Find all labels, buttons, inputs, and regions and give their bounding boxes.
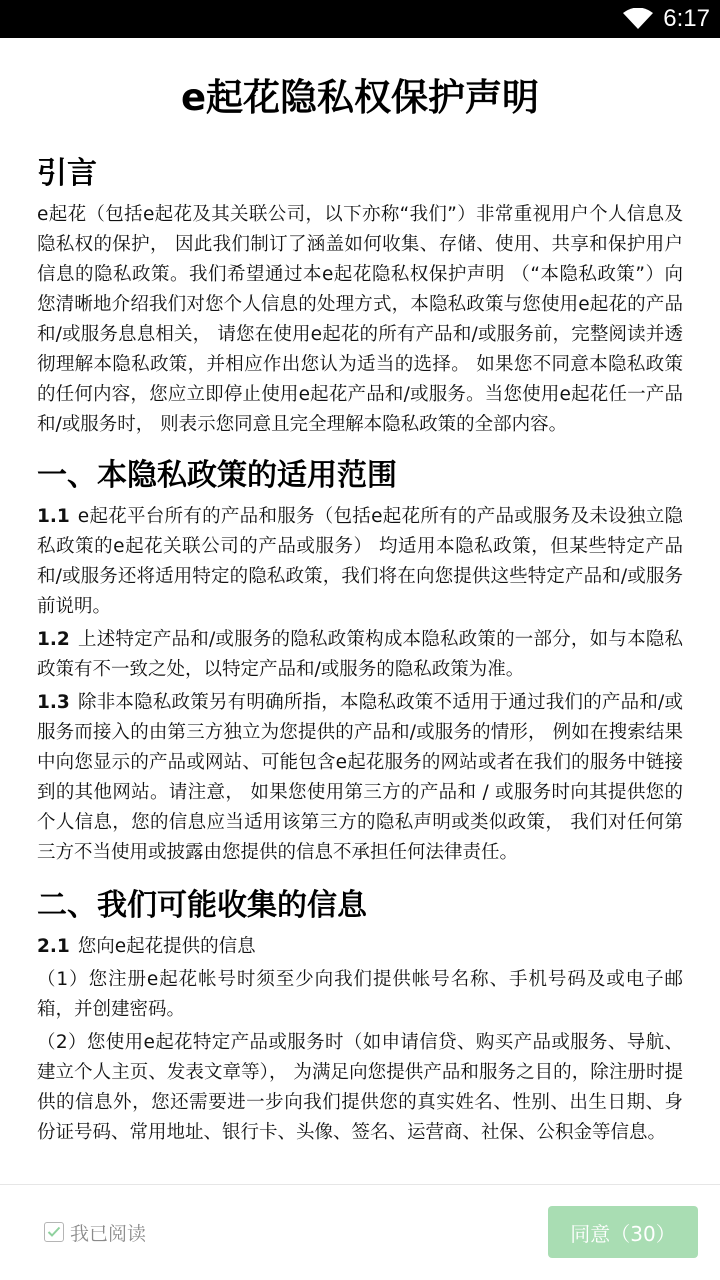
section1-heading: 一、本隐私政策的适用范围: [37, 458, 397, 493]
section1-body: [37, 502, 683, 868]
item-number: 2.1: [37, 936, 70, 957]
wifi-icon: [623, 8, 653, 30]
section2-item: （2）您使用e起花特定产品或服务时（如申请信贷、购买产品或服务、导航、建立个人主页、发表文章等）， 为满足向您提供产品和服务之目的，除注册时提供的信息外，您还需要进一步向我们提供您的真实姓名、性别、出生日期、身份证号码、常用地址、银行卡、头像、签名、运营商、社保、公积金等信息。: [37, 1032, 683, 1143]
section2-heading: 二、我们可能收集的信息: [37, 888, 367, 923]
section1-item: [37, 502, 683, 622]
read-confirm-label: 我已阅读: [70, 1222, 147, 1245]
item-number: 1.2: [37, 629, 70, 650]
section2-item: （1）您注册e起花帐号时须至少向我们提供帐号名称、手机号码及或电子邮箱，并创建密码。: [37, 969, 683, 1020]
item-text: 上述特定产品和/或服务的隐私政策构成本隐私政策的一部分，如与本隐私政策有不一致之处，以特定产品和/或服务的隐私政策为准。: [37, 629, 683, 680]
item-number: 1.1: [37, 506, 70, 527]
section1-item: [37, 688, 683, 868]
item-text: 除非本隐私政策另有明确所指，本隐私政策不适用于通过我们的产品和/或服务而接入的由第三方独立为您提供的产品和/或服务的情形， 例如在搜索结果中向您显示的产品或网站、可能包含e起花服务的网站或者在我们的服务中链接到的其他网站。请注意， 如果您使用第三方的产品和 / 或服务时向其提供您的个人信息，您的信息应当适用该第三方的隐私声明或类似政策， 我们对任何第三方不当使用或披露由您提供的信息不承担任何法律责任。: [37, 692, 683, 863]
checkmark-icon: [47, 1226, 61, 1238]
section2-subheading: [37, 932, 683, 962]
section1-item: [37, 625, 683, 685]
privacy-document[interactable]: [0, 38, 720, 1184]
agree-button[interactable]: 同意（30）: [548, 1206, 698, 1258]
checkbox-box[interactable]: [44, 1222, 64, 1242]
status-clock: 6:17: [663, 5, 710, 32]
item-number: 1.3: [37, 692, 70, 713]
status-bar: [0, 0, 720, 38]
item-text: e起花平台所有的产品和服务（包括e起花所有的产品或服务及未设独立隐私政策的e起花关联公司的产品或服务） 均适用本隐私政策，但某些特定产品和/或服务还将适用特定的隐私政策，我们将在向您提供这些特定产品和/或服务前说明。: [37, 506, 683, 617]
intro-heading: 引言: [37, 156, 97, 191]
bottom-action-bar: [0, 1184, 720, 1280]
read-confirm-checkbox[interactable]: [44, 1219, 146, 1245]
item-text: 您向e起花提供的信息: [77, 936, 256, 957]
intro-paragraph: e起花（包括e起花及其关联公司，以下亦称“我们”）非常重视用户个人信息及隐私权的保护， 因此我们制订了涵盖如何收集、存储、使用、共享和保护用户信息的隐私政策。我们希望通过本e起花隐私权保护声明 （“本隐私政策”）向您清晰地介绍我们对您个人信息的处理方式，本隐私政策与您使用e起花的产品和/或服务息息相关， 请您在使用e起花的所有产品和/或服务前，完整阅读并透彻理解本隐私政策，并相应作出您认为适当的选择。 如果您不同意本隐私政策的任何内容，您应立即停止使用e起花产品和/或服务。当您使用e起花任一产品和/或服务时， 则表示您同意且完全理解本隐私政策的全部内容。: [37, 204, 683, 435]
page-title: e起花隐私权保护声明: [180, 76, 540, 119]
section2-body: [37, 932, 683, 1148]
